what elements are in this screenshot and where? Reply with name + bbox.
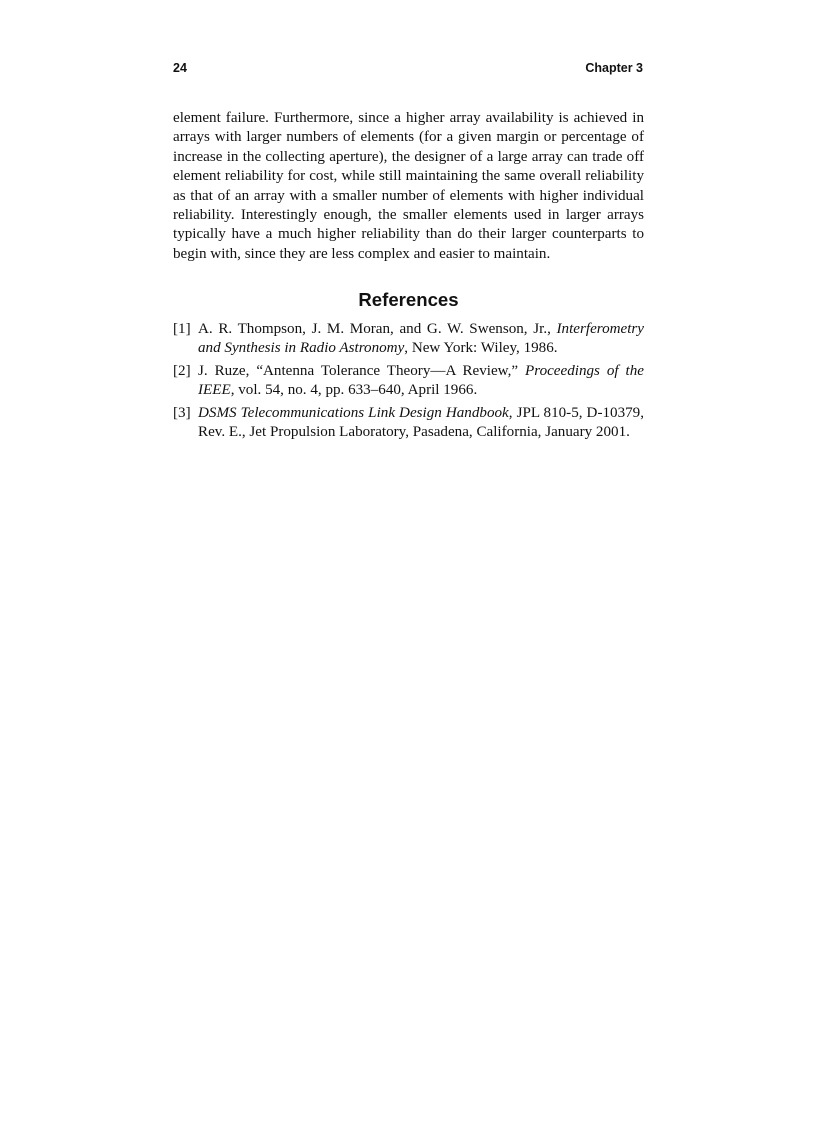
reference-title: Proceedings of the IEEE	[198, 362, 644, 399]
reference-item	[173, 404, 644, 443]
reference-list	[173, 320, 644, 445]
body-paragraph: element failure. Furthermore, since a higher array availability is achieved in arrays with larger numbers of elements (for a given margin or percentage of increase in the collecting aperture), the designer of a large array can trade off element reliability for cost, while still maintaining the same overall reliability as that of an array with a smaller number of elements with higher individual reliability. Interestingly enough, the smaller elements used in larger arrays typically have a much higher reliability than do their larger counterparts to begin with, since they are less complex and easier to maintain.	[173, 110, 644, 262]
reference-tag: [1]	[173, 321, 191, 337]
reference-item	[173, 320, 644, 359]
reference-item	[173, 362, 644, 401]
running-header	[173, 61, 643, 79]
page-number: 24	[173, 61, 187, 75]
chapter-label: Chapter 3	[585, 61, 643, 75]
reference-text: J. Ruze, “Antenna Tolerance Theory—A Review,”	[198, 362, 526, 379]
reference-title: DSMS Telecommunications Link Design Handbook	[198, 404, 509, 421]
reference-details: , vol. 54, no. 4, pp. 633–640, April 1966.	[230, 382, 478, 399]
reference-title: Interferometry and Synthesis in Radio Astronomy	[198, 321, 644, 357]
reference-tag: [3]	[173, 404, 191, 421]
reference-details: , New York: Wiley, 1986.	[404, 340, 558, 357]
references-heading: References	[358, 289, 459, 310]
reference-tag: [2]	[173, 362, 191, 379]
reference-details: , JPL 810-5, D-10379, Rev. E., Jet Propulsion Laboratory, Pasadena, California, January 2001.	[198, 404, 644, 441]
reference-text: A. R. Thompson, J. M. Moran, and G. W. Swenson, Jr.,	[198, 321, 557, 337]
